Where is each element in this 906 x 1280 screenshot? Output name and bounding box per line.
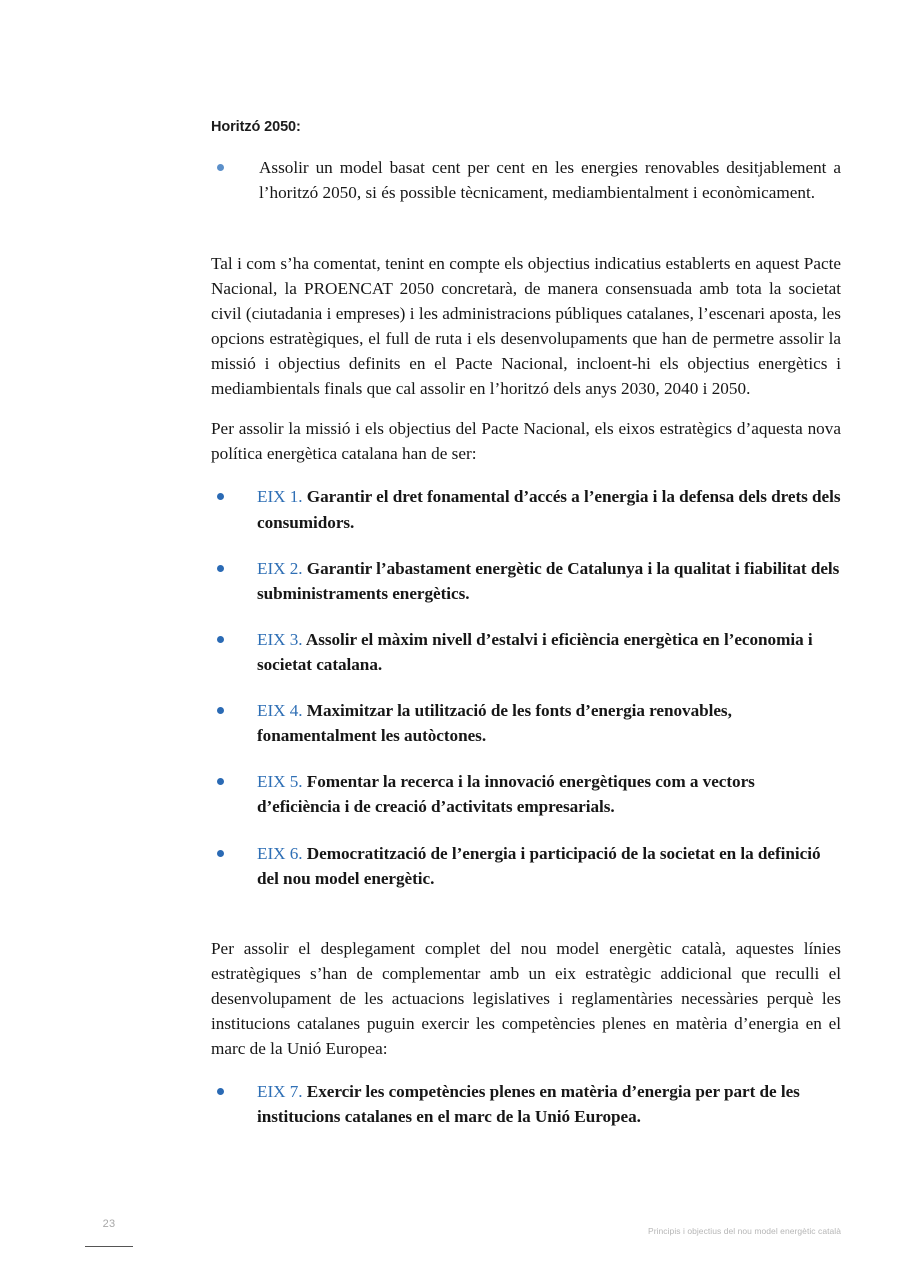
eix-label: EIX 1. xyxy=(257,487,303,507)
footer-divider xyxy=(85,1246,133,1247)
eix-text: Maximitzar la utilització de les fonts d’energia renovables, fonamentalment les autòctones. xyxy=(257,701,732,746)
eix-label: EIX 7. xyxy=(257,1081,303,1101)
intro-bullet-list xyxy=(211,155,841,205)
eix-label: EIX 5. xyxy=(257,772,303,792)
spacer xyxy=(211,205,841,251)
bullet-dot-icon xyxy=(217,164,224,171)
list-item-eix-2 xyxy=(211,556,841,606)
bullet-dot-icon xyxy=(217,707,224,714)
eix-label: EIX 4. xyxy=(257,701,303,721)
eix-final-bullet-list xyxy=(211,1079,841,1129)
list-item-eix-5 xyxy=(211,769,841,819)
eix-label: EIX 3. xyxy=(257,629,303,649)
eix-label: EIX 2. xyxy=(257,558,303,578)
bullet-dot-icon xyxy=(217,778,224,785)
paragraph-proencat: Tal i com s’ha comentat, tenint en compte els objectius indicatius establerts en aquest Pacte Nacional, la PROENCAT 2050 concretarà, de manera consensuada amb tota la societat civil (ciutadania i empreses) i les administracions públiques catalanes, l’escenari aposta, les opcions estratègiques, el full de ruta i els desenvolupaments que han de permetre assolir la missió i objectius definits en el Pacte Nacional, incloent-hi els objectius energètics i mediambientals finals que cal assolir en l’horitzó dels anys 2030, 2040 i 2050. xyxy=(211,254,841,399)
running-title: Principis i objectius del nou model energètic català xyxy=(647,1226,841,1236)
page-content xyxy=(211,118,841,1129)
eix-text: Garantir el dret fonamental d’accés a l’energia i la defensa dels drets dels consumidors. xyxy=(257,487,841,532)
list-item-eix-1 xyxy=(211,484,841,534)
list-item-eix-3 xyxy=(211,627,841,677)
bullet-dot-icon xyxy=(217,493,224,500)
list-item xyxy=(211,155,841,205)
spacer xyxy=(211,912,841,936)
eix-text: Fomentar la recerca i la innovació energètiques com a vectors d’eficiència i de creació d’activitats empresarials. xyxy=(257,772,755,817)
list-item-eix-6 xyxy=(211,841,841,891)
eix-text: Garantir l’abastament energètic de Catalunya i la qualitat i fiabilitat dels subministraments energètics. xyxy=(257,558,840,603)
list-item-eix-4 xyxy=(211,698,841,748)
eix-text: Assolir el màxim nivell d’estalvi i eficiència energètica en l’economia i societat catalana. xyxy=(257,629,813,675)
eixos-bullet-list xyxy=(211,484,841,890)
eix-text: Democratització de l’energia i participació de la societat en la definició del nou model energètic. xyxy=(257,843,821,888)
eix-text: Exercir les competències plenes en matèria d’energia per part de les institucions catalanes en el marc de la Unió Europea. xyxy=(257,1081,800,1126)
section-heading-horitzo-2050: Horitzó 2050: xyxy=(211,119,301,135)
list-item-text: Assolir un model basat cent per cent en les energies renovables desitjablement a l’horitzó 2050, si és possible tècnicament, mediambientalment i econòmicament. xyxy=(259,158,841,203)
page-number: 23 xyxy=(102,1218,116,1230)
bullet-dot-icon xyxy=(217,565,224,572)
paragraph-eixos-intro: Per assolir la missió i els objectius del Pacte Nacional, els eixos estratègics d’aquesta nova política energètica catalana han de ser: xyxy=(211,419,841,464)
bullet-dot-icon xyxy=(217,850,224,857)
bullet-dot-icon xyxy=(217,636,224,643)
list-item-eix-7 xyxy=(211,1079,841,1129)
paragraph-eix-addicional: Per assolir el desplegament complet del nou model energètic català, aquestes línies estratègiques s’han de complementar amb un eix estratègic addicional que reculli el desenvolupament de les actuacions legislatives i reglamentàries necessàries perquè les institucions catalanes puguin exercir les competències plenes en matèria d’energia en el marc de la Unió Europea: xyxy=(211,938,841,1058)
eix-label: EIX 6. xyxy=(257,843,303,863)
bullet-dot-icon xyxy=(217,1088,224,1095)
